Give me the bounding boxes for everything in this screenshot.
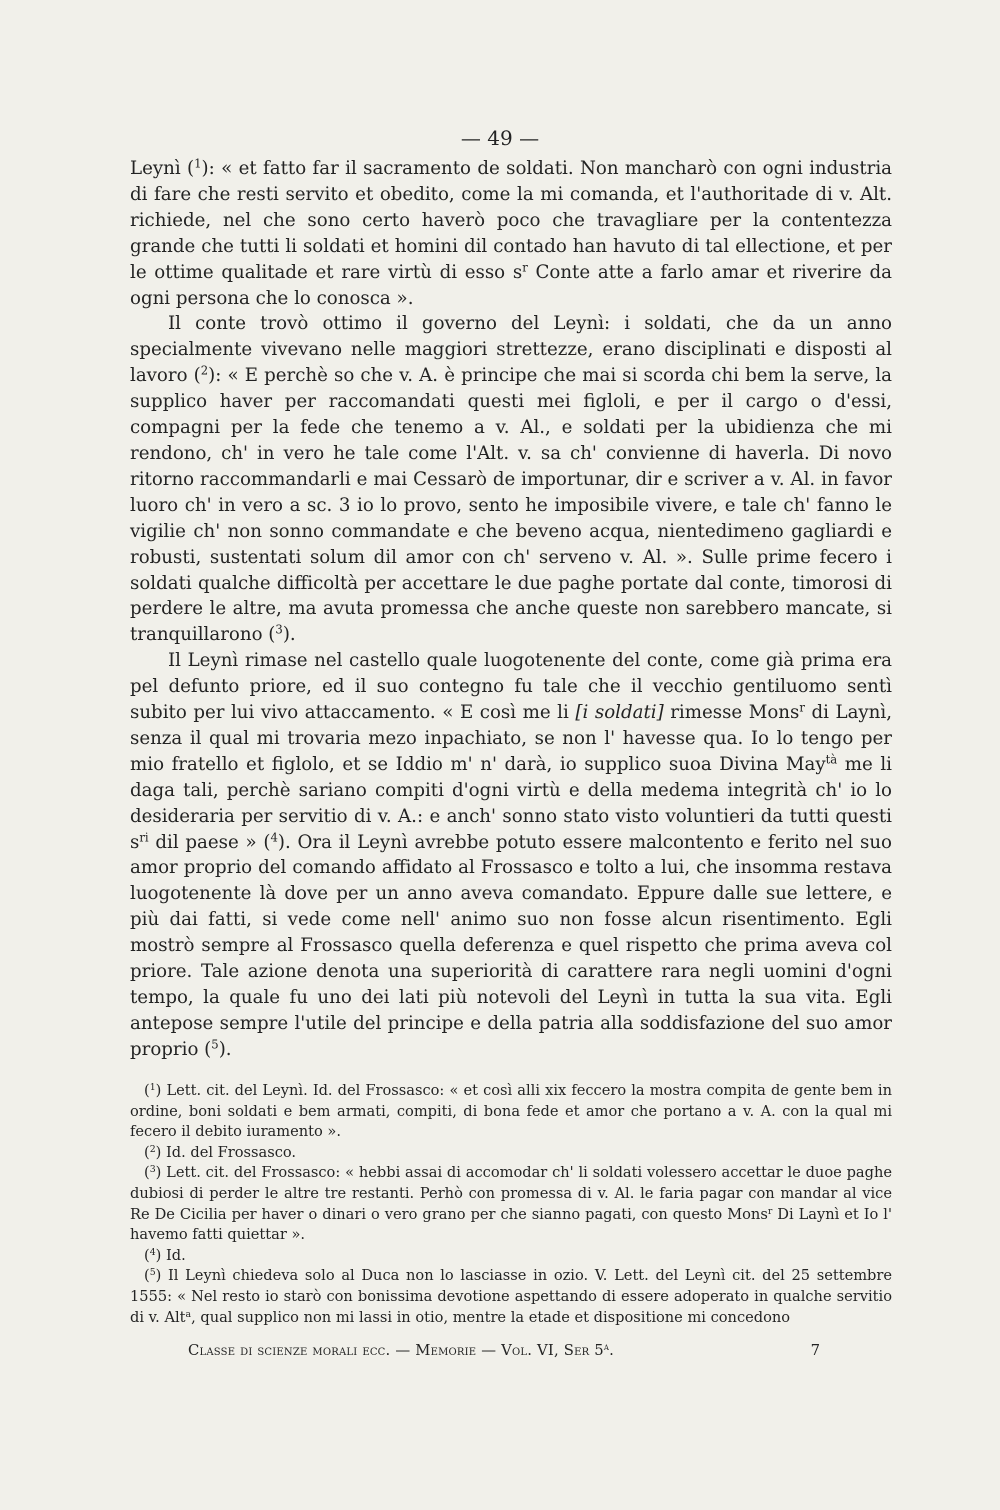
superscript: 1	[194, 156, 202, 171]
text-run: ) Id. del Frossasco.	[155, 1143, 297, 1161]
superscript: 3	[149, 1164, 156, 1176]
text-run: , qual supplico non mi lassi in otio, mentre la etade et dispositione mi concedono	[191, 1308, 791, 1326]
text-run: rimesse Mons	[663, 702, 800, 724]
text-run: ): « et fatto far il sacramento de soldati. Non mancharò con ogni industria di fare che resti servito et obedito, come la mi comanda, et l'authoritade di v. Alt. richiede, nel che sono certo haverò poco che travagliare per la contentezza grande che tutti li soldati et homini dil contado han havuto di tal ellectione, et per le ottime qualitade et rare virtù di esso s	[130, 158, 892, 283]
superscript: a	[185, 1308, 192, 1320]
text-run: ).	[282, 624, 296, 646]
text-run: ): « E perchè so che v. A. è principe che mai si scorda chi bem la serve, la supplico haver per raccomandati questi mei figloli, e per il cargo o d'essi, compagni per la fede che tenemo a v. Al., e soldati per la ubidienza che mi rendono, ch' in vero he tale come l'Alt. v. sa ch' convienne di haverla. Di novo ritorno raccommandarli e mai Cessarò de importunar, dir e scriver a v. Al. in favor luoro ch' in vero a sc. 3 io lo provo, sento he imposibile vivere, e tale ch' fanno le vigilie ch' non sonno commandate e che beveno acqua, nientedimeno gagliardi e robusti, sustentati solum dil amor con ch' serveno v. Al. ». Sulle prime fecero i soldati qualche difficoltà per accettare le due paghe portate dal conte, timorosi di perdere le altre, ma avuta promessa che anche queste non sarebbero mancate, si tranquillarono (	[130, 365, 893, 646]
superscript: 5	[211, 1037, 219, 1052]
text-run: me li daga tali, perchè sariano compiti d'ogni virtù e della medema integrità ch' io lo desideraria per servitio di v. A.: e anch' sonno stato visto voluntieri da tutti questi s	[130, 753, 892, 853]
text-run: (	[144, 1143, 150, 1161]
paragraph	[130, 311, 892, 648]
superscript: 5	[149, 1267, 156, 1279]
text-run: ) Lett. cit. del Frossasco: « hebbi assai di accomodar ch' li soldati volessero accettar le duoe paghe dubiosi di perder le altre tre restanti. Perhò con promessa di v. Al. le faria pagar con mandar al vice Re De Cicilia per haver o dinari o vero grano per che sianno pagati, con questo Mons	[130, 1164, 892, 1223]
footnote	[130, 1246, 892, 1267]
text-run: dil paese » (	[148, 831, 271, 853]
text-run: ). Ora il Leynì avrebbe potuto essere malcontento e ferito nel suo amor proprio del comando affidato al Frossasco e tolto a lui, che insomma restava luogotenente là dove per un anno aveva comandato. Eppure dalle sue lettere, e più dai fatti, si vede come nell' animo suo non fosse alcun risentimento. Egli mostrò sempre al Frossasco quella deferenza e quel rispetto che prima aveva col priore. Tale azione denota una superiorità di carattere rara negli uomini d'ogni tempo, la quale fu uno dei lati più notevoli del Leynì in tutta la sua vita. Egli antepose sempre l'utile del principe e della patria alla soddisfazione del suo amor proprio (	[130, 831, 892, 1060]
text-run: di Laynì, senza il qual mi trovaria mezo inpachiato, se non l' havesse qua. Io lo tengo per mio fratello et figlolo, et se Iddio m' n' darà, io supplico suoa Divina May	[130, 702, 892, 775]
superscript: r	[799, 700, 805, 715]
text-run: (	[144, 1164, 150, 1182]
footer-citation: Classe di scienze morali ecc. — Memorie — Vol. VI, Ser 5$^a$.	[188, 1341, 615, 1359]
text-run: ) Lett. cit. del Leynì. Id. del Frossasco: « et così alli xix feccero la mostra compita de gente bem in ordine, boni soldati e bem armati, compiti, di bona fede et amor che portano a v. A. con la qual mi fecero il debito iuramento ».	[130, 1082, 892, 1141]
superscript: 2	[149, 1143, 156, 1155]
superscript: 3	[275, 622, 283, 637]
text-run: (	[144, 1246, 150, 1264]
footnote	[130, 1143, 892, 1164]
paragraph	[130, 156, 892, 311]
italic-text: [i soldati]	[575, 702, 664, 724]
text-run: (	[144, 1082, 150, 1099]
footnote	[130, 1081, 892, 1143]
text-run: Di Laynì et Io l' havemo fatti quiettar ».	[130, 1205, 892, 1244]
superscript: 2	[200, 363, 209, 378]
superscript: 1	[149, 1081, 156, 1093]
superscript: tà	[825, 752, 838, 767]
text-run: ) Id.	[155, 1246, 186, 1264]
footnotes	[130, 1081, 892, 1328]
text-run: Il Leynì rimase nel castello quale luogotenente del conte, come già prima era pel defunto priore, ed il suo contegno fu tale che il vecchio gentiluomo sentì subito per lui vivo attaccamento. « E così me li	[130, 650, 892, 724]
text-run: Il conte trovò ottimo il governo del Leynì: i soldati, che da un anno specialmente vivevano nelle maggiori strettezze, erano disciplinati e disposti al lavoro (	[130, 313, 892, 387]
footnote	[130, 1266, 892, 1328]
footnote	[130, 1163, 892, 1245]
text-run: Leynì (	[130, 158, 195, 179]
page-number: — 49 —	[460, 126, 540, 150]
superscript: r	[522, 260, 528, 275]
paragraph	[130, 648, 892, 1063]
text-run: Conte atte a farlo amar et riverire da ogni persona che lo conosca ».	[130, 261, 892, 309]
main-text	[130, 156, 892, 1063]
superscript: 4	[149, 1246, 156, 1258]
footer-sheet-number: 7	[810, 1342, 820, 1359]
text-run: ) Il Leynì chiedeva solo al Duca non lo lasciasse in ozio. V. Lett. del Leynì cit. del 25 settembre 1555: « Nel resto io starò con bonissima devotione aspettando di essere adoperato in qualche servitio di v. Alt	[130, 1267, 892, 1326]
text-run: ).	[218, 1038, 232, 1060]
running-footer	[188, 1342, 820, 1359]
superscript: ri	[139, 830, 149, 845]
text-run: (	[144, 1267, 150, 1285]
superscript: r	[767, 1205, 773, 1217]
superscript: 4	[270, 830, 278, 845]
